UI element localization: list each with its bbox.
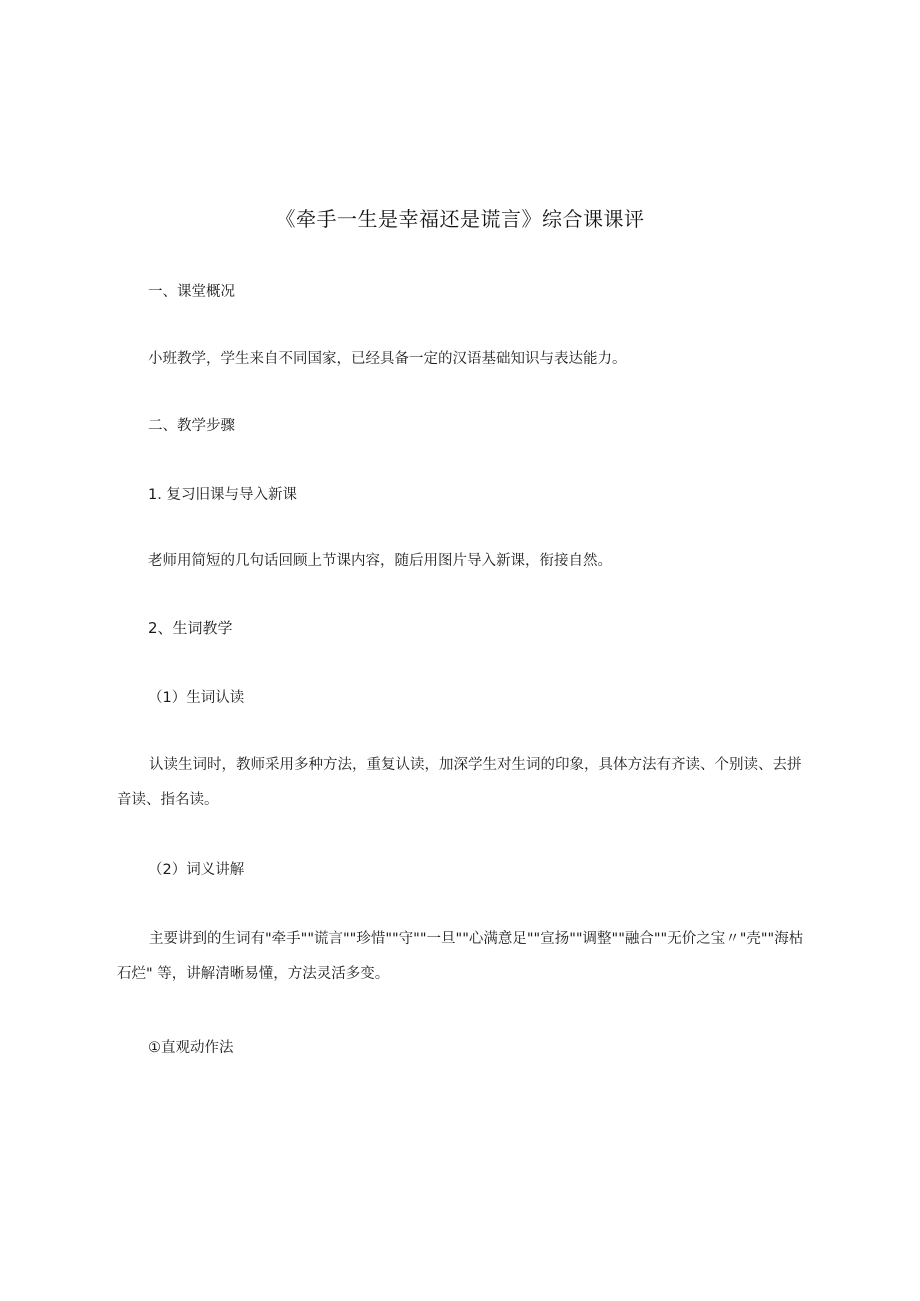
document-title: 《牵手一生是幸福还是谎言》综合课课评 — [275, 207, 645, 231]
section-heading-overview: 一、课堂概况 — [148, 284, 235, 300]
overview-paragraph: 小班教学，学生来自不同国家，已经具备一定的汉语基础知识与表达能力。 — [148, 351, 627, 367]
sub1-paragraph: 认读生词时，教师采用多种方法，重复认读，加深学生对生词的印象，具体方法有齐读、个别读、去拼音读、指名读。 — [117, 757, 802, 808]
method1-heading: ①直观动作法 — [148, 1040, 234, 1056]
step1-paragraph: 老师用简短的几句话回顾上节课内容，随后用图片导入新课，衔接自然。 — [148, 553, 612, 569]
sub2-heading: （2）词义讲解 — [148, 862, 245, 878]
section-heading-steps: 二、教学步骤 — [148, 418, 235, 434]
step2-heading: 2、生词教学 — [148, 619, 233, 637]
sub2-paragraph: 主要讲到的生词有"牵手""谎言""珍惜""守""一旦""心满意足""宣扬""调整""融合""无价之宝〃"壳""海枯石烂" 等，讲解清晰易懂，方法灵活多变。 — [117, 931, 804, 982]
step1-heading: 1. 复习旧课与导入新课 — [148, 487, 297, 503]
sub1-heading: （1）生词认读 — [148, 690, 245, 706]
